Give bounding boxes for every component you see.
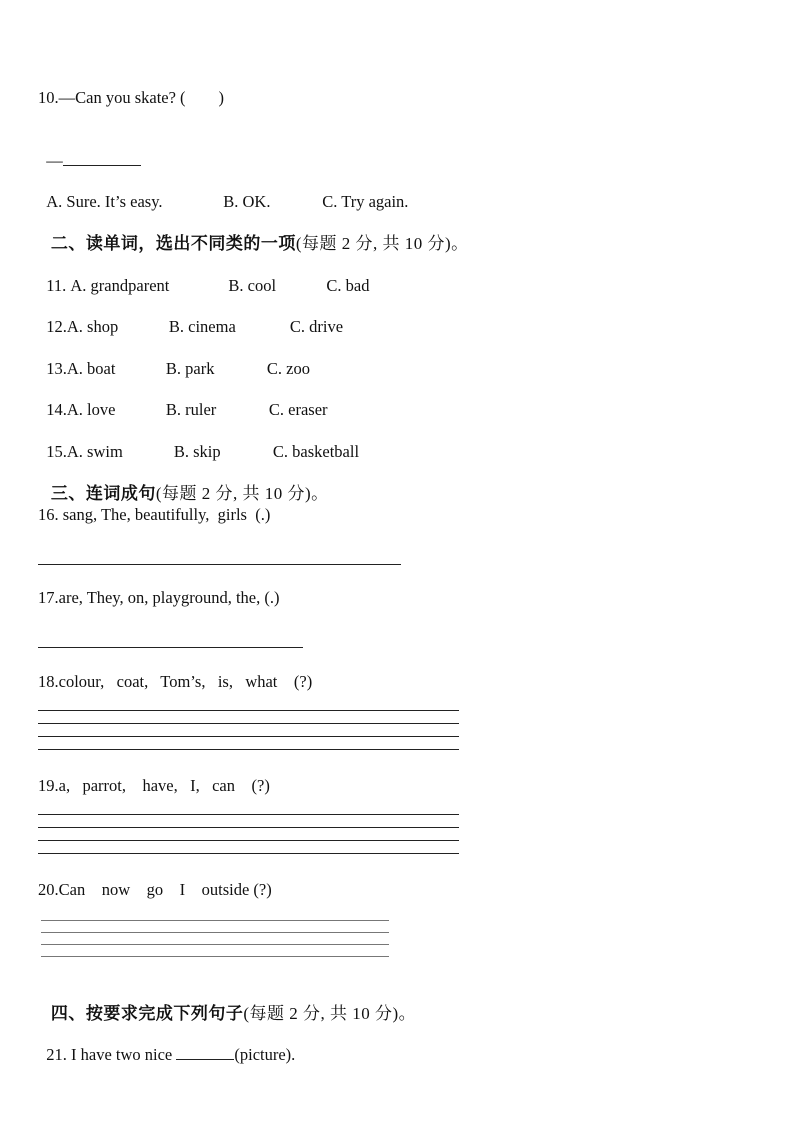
q21-blank[interactable]: [176, 1045, 234, 1060]
q13-option-b: B. park: [165, 359, 215, 378]
q11-option-b: B. cool: [228, 276, 277, 295]
q15-option-c: C. basketball: [272, 442, 360, 461]
q12-num: 12.: [46, 317, 67, 336]
q13-num: 13.: [46, 359, 67, 378]
question-20: 20.Can now go I outside (?): [38, 880, 272, 899]
section-3-heading: [38, 461, 329, 505]
q14-option-c: C. eraser: [268, 400, 328, 419]
question-21: [38, 1025, 295, 1065]
question-19: 19.a, parrot, have, I, can (?): [38, 776, 270, 795]
answer-line-19-4[interactable]: [38, 853, 459, 854]
q12-option-b: B. cinema: [168, 317, 236, 336]
answer-line-19-2[interactable]: [38, 827, 459, 828]
q14-option-b: B. ruler: [165, 400, 217, 419]
option-c: C. Try again.: [322, 192, 409, 211]
answer-line-19-3[interactable]: [38, 840, 459, 841]
q15-option-a: A. swim: [66, 442, 123, 461]
q15-option-b: B. skip: [173, 442, 221, 461]
q13-option-c: C. zoo: [266, 359, 310, 378]
question-16: 16. sang, The, beautifully, girls (.): [38, 505, 271, 524]
answer-blank[interactable]: [63, 151, 141, 166]
question-11: [38, 256, 369, 296]
answer-line-18-2[interactable]: [38, 723, 459, 724]
q21-text-before: 21. I have two nice: [46, 1045, 177, 1064]
q12-option-c: C. drive: [289, 317, 344, 336]
answer-line-16[interactable]: [38, 564, 401, 565]
question-17: 17.are, They, on, playground, the, (.): [38, 588, 280, 607]
section-3-score: (每题 2 分, 共 10 分)。: [155, 484, 329, 503]
answer-line-19-1[interactable]: [38, 814, 459, 815]
question-13: [38, 339, 310, 379]
question-14: [38, 380, 328, 420]
question-18: 18.colour, coat, Tom’s, is, what (?): [38, 672, 313, 691]
answer-line-20-1[interactable]: [41, 920, 389, 921]
q13-option-a: A. boat: [66, 359, 116, 378]
q11-num: 11.: [46, 276, 71, 295]
section-2-score: (每题 2 分, 共 10 分)。: [295, 234, 469, 253]
section-4-score: (每题 2 分, 共 10 分)。: [243, 1004, 417, 1023]
question-15: [38, 422, 359, 462]
q14-option-a: A. love: [66, 400, 116, 419]
option-a: A. Sure. It’s easy.: [46, 192, 163, 211]
answer-line-18-4[interactable]: [38, 749, 459, 750]
q12-option-a: A. shop: [66, 317, 119, 336]
q14-num: 14.: [46, 400, 67, 419]
answer-line-18-3[interactable]: [38, 736, 459, 737]
answer-line-18-1[interactable]: [38, 710, 459, 711]
answer-line-20-3[interactable]: [41, 944, 389, 945]
q11-option-a: A. grandparent: [70, 276, 170, 295]
question-12: [38, 297, 343, 337]
option-b: B. OK.: [223, 192, 271, 211]
section-3-title: 三、连词成句: [50, 484, 156, 504]
q21-text-after: (picture).: [234, 1045, 296, 1064]
answer-10: [38, 131, 141, 171]
q15-num: 15.: [46, 442, 67, 461]
answer-line-17[interactable]: [38, 647, 303, 648]
section-4-title: 四、按要求完成下列句子: [50, 1004, 244, 1024]
options-10: [38, 172, 408, 212]
question-10: 10.—Can you skate? ( ): [38, 88, 225, 107]
section-2-title: 二、读单词，选出不同类的一项: [50, 234, 296, 254]
answer-line-20-2[interactable]: [41, 932, 389, 933]
section-4-heading: [38, 981, 416, 1025]
answer-dash: —: [46, 151, 63, 170]
q11-option-c: C. bad: [326, 276, 370, 295]
section-2-heading: [38, 211, 469, 255]
answer-line-20-4[interactable]: [41, 956, 389, 957]
